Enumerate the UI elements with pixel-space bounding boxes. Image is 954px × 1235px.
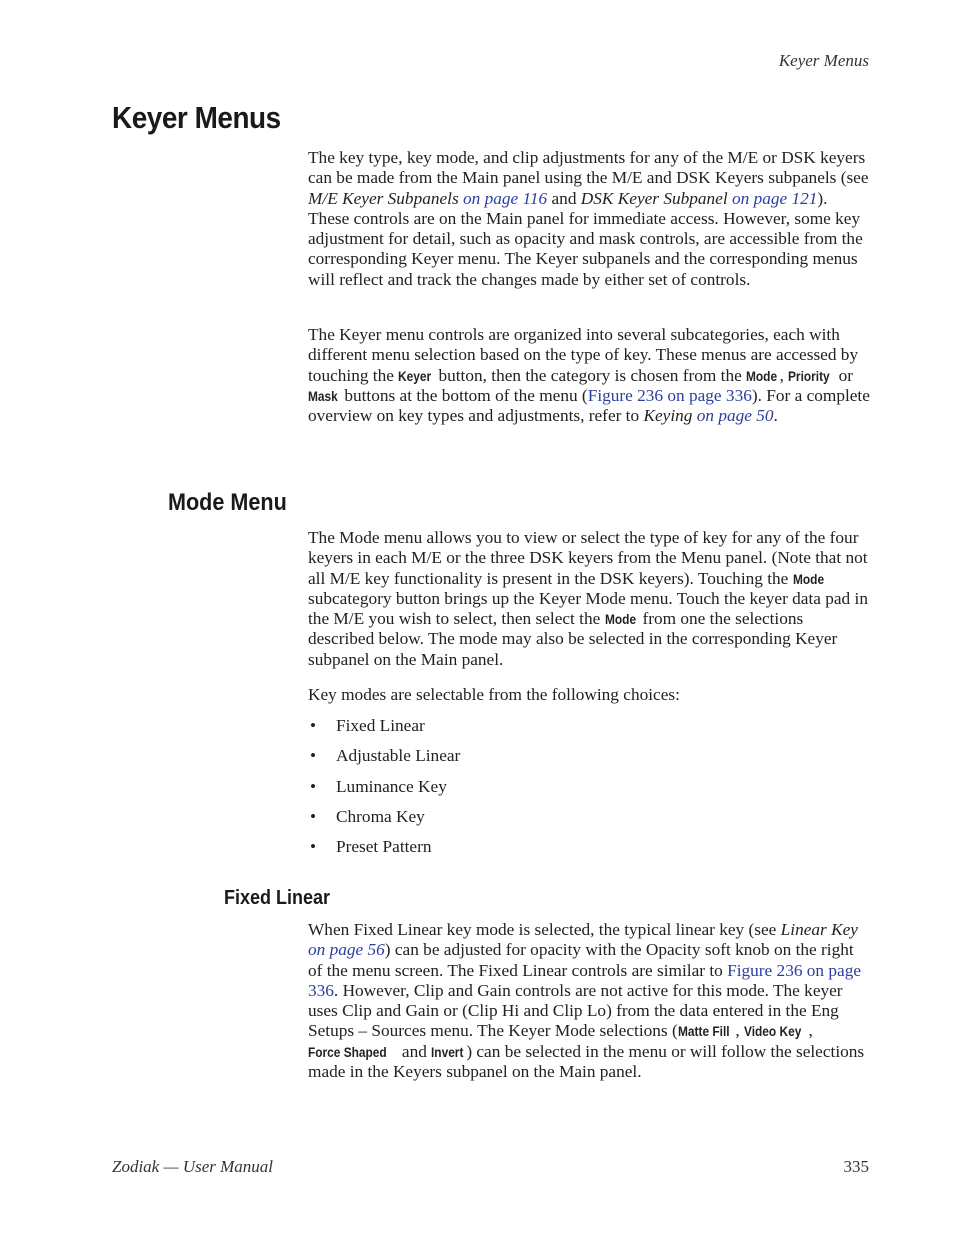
bullet-icon: • — [310, 746, 317, 766]
bullet-icon: • — [310, 776, 317, 796]
link-figure-236[interactable]: Figure 236 on page 336 — [308, 960, 862, 1000]
bullet-icon: • — [310, 837, 317, 857]
mode-menu-heading: Mode Menu — [168, 489, 287, 516]
video-key-button-label: Video Key — [744, 1023, 802, 1040]
xref-dsk-keyer-subpanel: DSK Keyer Subpanel — [580, 188, 728, 208]
running-header: Keyer Menus — [778, 51, 869, 70]
bullet-icon: • — [310, 806, 317, 826]
force-shaped-button-label: Force Shaped — [308, 1043, 387, 1060]
matte-fill-button-label: Matte Fill — [677, 1023, 730, 1040]
list-item: • Preset Pattern — [310, 837, 432, 857]
page-title: Keyer Menus — [112, 100, 281, 135]
link-page-121[interactable]: on page 121 — [727, 188, 818, 208]
invert-button-label: Invert — [431, 1043, 464, 1060]
key-mode-list — [308, 716, 460, 867]
xref-linear-key: Linear Key — [780, 920, 858, 939]
bullet-icon: • — [310, 716, 317, 735]
fixed-linear-heading: Fixed Linear — [224, 887, 331, 909]
mode-button-label: Mode — [792, 570, 824, 587]
key-modes-intro: Key modes are selectable from the following choices: — [308, 685, 680, 704]
xref-keying: Keying — [643, 406, 693, 426]
intro-paragraph-1: The key type, key mode, and clip adjustments for any of the M/E or DSK keyers can be made from the Main panel using the M/E and DSK Keyers subpanels (see M/E Keyer Subpanels on page 116 and DSK Keyer Subpanel on page 121). These controls are on the Main panel for immediate access. However, some key adjustment for detail, such as opacity and mask controls, are accessible from the corresponding Keyer menu. The Keyer subpanels and the corresponding menus will reflect and track the changes made by either set of controls. — [308, 148, 869, 289]
list-item: • Fixed Linear — [310, 716, 425, 735]
xref-me-keyer-subpanels: M/E Keyer Subpanels — [308, 188, 459, 208]
mode-menu-paragraph: The Mode menu allows you to view or select the type of key for any of the four keyers in each M/E or the three DSK keyers from the Menu panel. (Note that not all M/E key functionality is present in the DSK keyers). Touching the Mode subcategory button brings up the Keyer Mode menu. Touch the keyer data pad in the M/E you wish to select, then select the Mode from one the selections described below. The mode may also be selected in the corresponding Keyer subpanel on the Main panel. — [308, 528, 868, 669]
link-page-116[interactable]: on page 116 — [458, 188, 548, 208]
mode-button-label: Mode — [746, 367, 778, 384]
mask-button-label: Mask — [308, 387, 338, 404]
list-item: • Chroma Key — [310, 806, 425, 826]
intro-paragraph-2: The Keyer menu controls are organized into several subcategories, each with different menu selection based on the type of key. These menus are accessed by touching the Keyer button, then the category is chosen from the Mode , Priority or Mask buttons at the bottom of the menu (Figure 236 on page 336). For a complete overview on key types and adjustments, refer to Keying on page 50. — [308, 325, 870, 426]
link-page-50[interactable]: on page 50 — [692, 406, 774, 426]
list-item: • Luminance Key — [310, 776, 447, 796]
page-number: 335 — [843, 1157, 869, 1176]
footer-manual-title: Zodiak — User Manual — [112, 1157, 274, 1176]
keyer-button-label: Keyer — [398, 367, 432, 384]
link-figure-236[interactable]: Figure 236 on page 336 — [587, 385, 752, 405]
fixed-linear-paragraph: When Fixed Linear key mode is selected, the typical linear key (see Linear Key on page 56) can be adjusted for opacity with the Opacity soft knob on the right of the menu screen. The Fixed Linear controls are similar to Figure 236 on page 336. However, Clip and Gain controls are not active for this mode. The keyer uses Clip and Gain or (Clip Hi and Clip Lo) from the data entered in the Eng Setups – Sources menu. The Keyer Mode selections (Matte Fill , Video Key , Force Shaped and Invert ) can be selected in the menu or will follow the selections made in the Keyers subpanel on the Main panel. — [308, 920, 865, 1082]
mode-button-label: Mode — [604, 611, 636, 628]
link-page-56[interactable]: on page 56 — [308, 940, 385, 960]
priority-button-label: Priority — [788, 367, 830, 384]
list-item: • Adjustable Linear — [310, 746, 461, 766]
